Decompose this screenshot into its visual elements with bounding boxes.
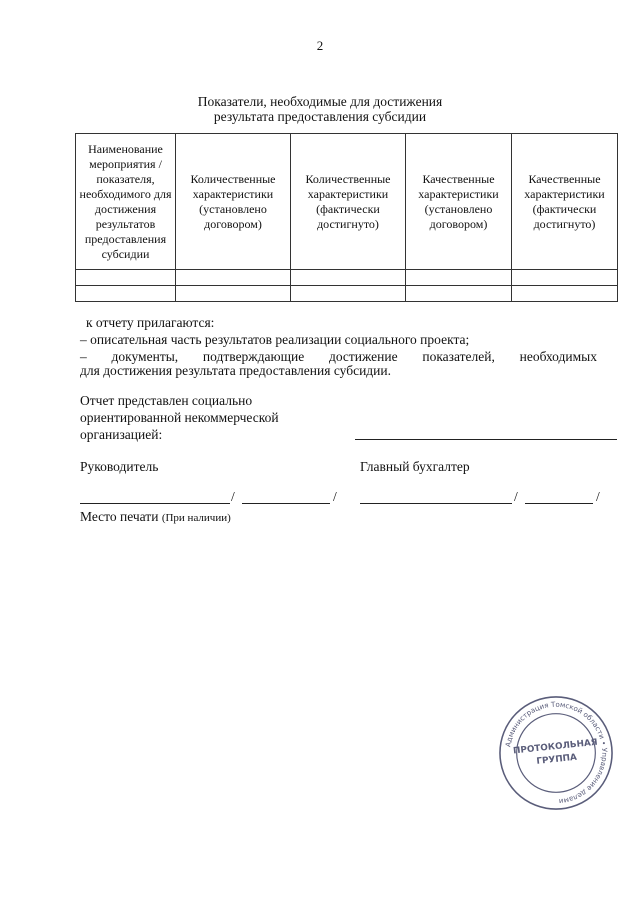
indicators-table	[75, 133, 618, 302]
title-line-2: результата предоставления субсидии	[213, 109, 427, 124]
page-number: 2	[316, 38, 324, 53]
accountant-name-line	[525, 503, 593, 504]
stamp-place-label: Место печати	[80, 509, 159, 524]
attachment-item-documents: – документы, подтверждающие достижение показателей, необходимых	[80, 349, 597, 364]
attachments-heading: к отчету прилагаются:	[86, 315, 215, 330]
table-cell	[512, 270, 618, 286]
seal-center-line-2: ГРУППА	[536, 752, 578, 767]
accountant-name-slash: /	[596, 489, 600, 504]
table-cell	[176, 286, 291, 302]
column-header-quantitative-planned: Количественные характеристики (установлено договором)	[176, 134, 291, 270]
accountant-signature-line	[360, 503, 512, 504]
seal-center-line-1: ПРОТОКОЛЬНАЯ	[512, 737, 599, 757]
table-cell	[291, 270, 406, 286]
column-header-qualitative-planned: Качественные характеристики (установлено договором)	[406, 134, 512, 270]
table-row	[76, 270, 618, 286]
column-header-quantitative-actual: Количественные характеристики (фактически достигнуто)	[291, 134, 406, 270]
table-cell	[406, 270, 512, 286]
head-signature-line	[80, 503, 230, 504]
table-cell	[291, 286, 406, 302]
table-cell	[406, 286, 512, 302]
organization-signature-line	[355, 439, 617, 440]
head-label: Руководитель	[80, 459, 159, 474]
table-cell	[76, 270, 176, 286]
head-signature-slash: /	[231, 489, 235, 504]
title-line-1: Показатели, необходимые для достижения	[197, 94, 443, 109]
table-cell	[176, 270, 291, 286]
accountant-label: Главный бухгалтер	[360, 459, 470, 474]
submitted-by-block	[80, 392, 320, 443]
table-cell	[512, 286, 618, 302]
submitted-line-2: ориентированной некоммерческой	[80, 410, 279, 425]
official-seal	[497, 694, 615, 812]
column-header-qualitative-actual: Качественные характеристики (фактически достигнуто)	[512, 134, 618, 270]
submitted-line-3: организацией:	[80, 427, 163, 442]
submitted-line-1: Отчет представлен социально	[80, 393, 253, 408]
head-name-slash: /	[333, 489, 337, 504]
column-header-activity: Наименование мероприятия / показателя, необходимого для достижения результатов предоставления субсидии	[76, 134, 176, 270]
attachment-item-description: – описательная часть результатов реализации социального проекта;	[80, 332, 470, 347]
seal-ring-text: Администрация Томской области • Управление делами	[503, 699, 610, 807]
stamp-place	[80, 509, 231, 525]
table-cell	[76, 286, 176, 302]
attachment-item-documents-continued: для достижения результата предоставления субсидии.	[80, 363, 391, 378]
table-title	[120, 94, 520, 124]
stamp-place-note: (При наличии)	[161, 512, 231, 524]
head-name-line	[242, 503, 330, 504]
table-header-row	[76, 134, 618, 270]
table-row	[76, 286, 618, 302]
accountant-signature-slash: /	[514, 489, 518, 504]
